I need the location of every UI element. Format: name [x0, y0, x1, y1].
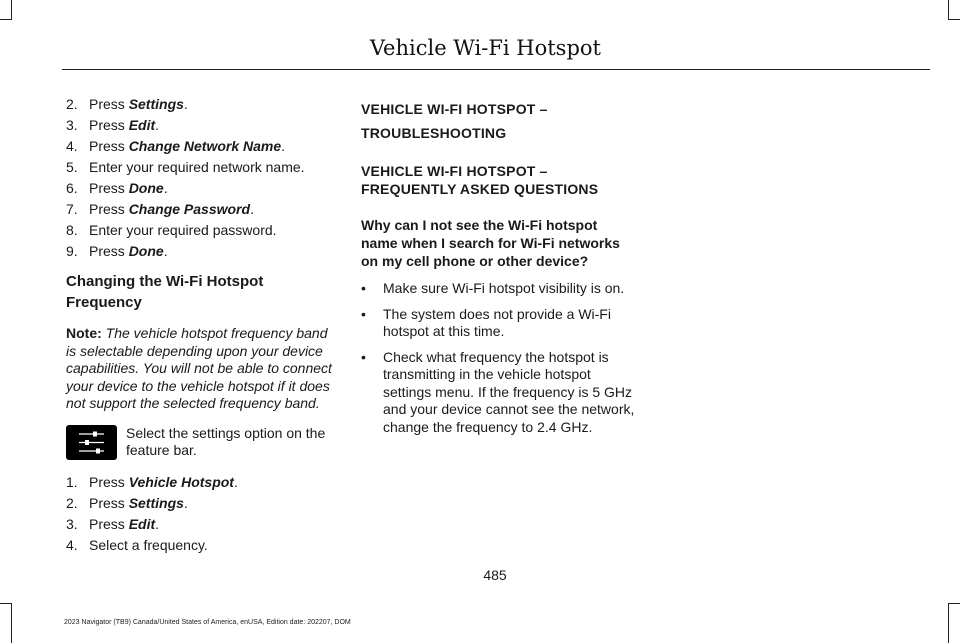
footer-text: 2023 Navigator (TB9) Canada/United States of America, enUSA, Edition date: 202207, DOM [64, 619, 351, 626]
list-item: 8. Enter your required password. [66, 222, 277, 238]
list-item: 2. Press Settings. [66, 494, 188, 511]
page-number: 485 [483, 567, 507, 583]
faq-question: Why can I not see the Wi-Fi hotspot name when I search for Wi-Fi networks on my cell phone or other device? [361, 217, 620, 269]
list-item: 7. Press Change Password. [66, 201, 254, 217]
right-column [361, 94, 636, 444]
note-text: The vehicle hotspot frequency band is selectable depending upon your device capabilities. You will not be able to connect your device to the vehicle hotspot if it does not support the selected frequency band. [66, 325, 332, 411]
list-item: 3. Press Edit. [66, 117, 160, 133]
settings-sliders-icon [66, 425, 117, 460]
steps-list-a [66, 94, 340, 262]
list-item: • The system does not provide a Wi-Fi hotspot at this time. [361, 305, 611, 339]
note [66, 325, 340, 413]
steps-list-b [66, 472, 340, 556]
heading-faq: VEHICLE WI-FI HOTSPOT – FREQUENTLY ASKED QUESTIONS [361, 163, 599, 197]
header-rule [62, 69, 930, 70]
list-item: 1. Press Vehicle Hotspot. [66, 473, 238, 490]
list-item: 3. Press Edit. [66, 515, 160, 532]
list-item: 4. Press Change Network Name. [66, 138, 286, 154]
section-subheading: Changing the Wi-Fi Hotspot Frequency [66, 273, 264, 311]
list-item: 4. Select a frequency. [66, 536, 208, 553]
icon-caption: Select the settings option on the feature bar. [126, 424, 326, 458]
left-column [66, 94, 340, 556]
bullet-list [361, 280, 636, 436]
list-item: 2. Press Settings. [66, 96, 188, 112]
page-title: Vehicle Wi-Fi Hotspot [369, 36, 601, 60]
list-item: 9. Press Done. [66, 243, 168, 259]
heading-troubleshooting-line1: VEHICLE WI-FI HOTSPOT – [361, 101, 548, 117]
note-label: Note: [66, 325, 102, 341]
list-item: • Check what frequency the hotspot is transmitting in the vehicle hotspot settings menu. If the frequency is 5 GHz and your device cannot see the network, change the frequency to 2.4 GHz. [361, 348, 635, 435]
list-item: • Make sure Wi-Fi hotspot visibility is on. [361, 280, 625, 296]
list-item: 6. Press Done. [66, 180, 168, 196]
heading-troubleshooting-line2: TROUBLESHOOTING [361, 125, 507, 141]
icon-instruction [66, 425, 340, 460]
list-item: 5. Enter your required network name. [66, 159, 305, 175]
